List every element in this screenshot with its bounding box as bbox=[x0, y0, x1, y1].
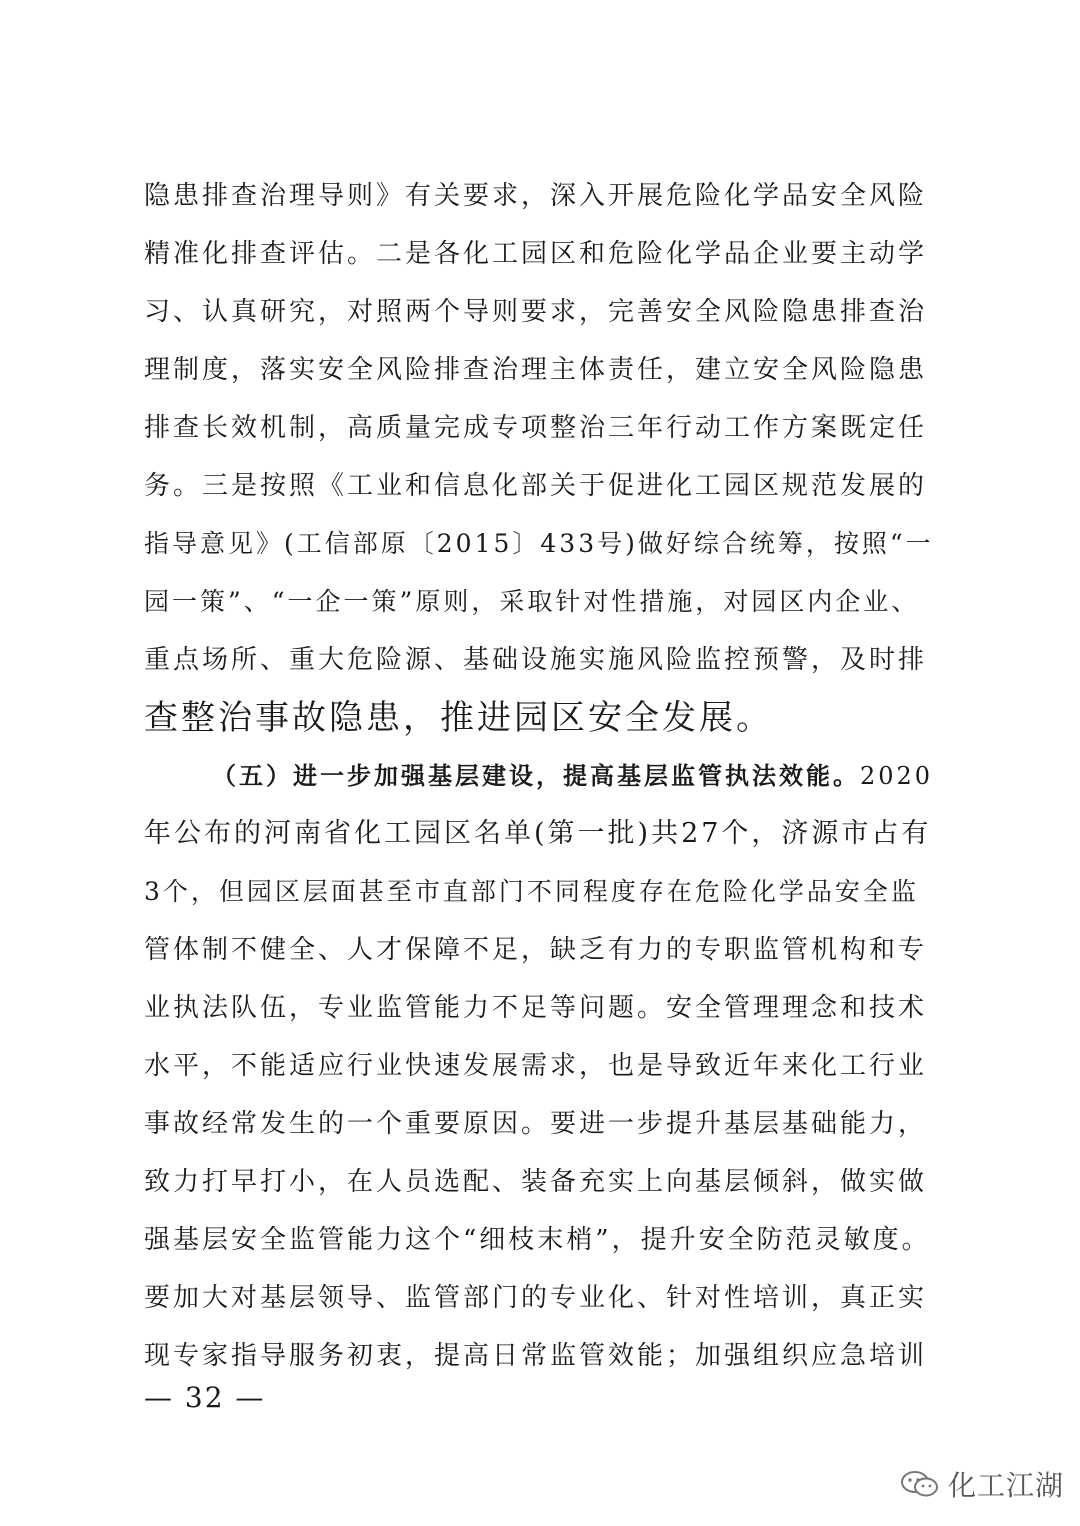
paragraph-line: 指导意见》(工信部原〔2015〕433号)做好综合统筹，按照“一 bbox=[144, 529, 934, 558]
paragraph-line: 管体制不健全、人才保障不足，缺乏有力的专职监管机构和专 bbox=[144, 935, 928, 965]
section-heading: （五）进一步加强基层建设，提高基层监管执法效能。 bbox=[212, 761, 860, 790]
paragraph-line: 园一策”、“一企一策”原则，采取针对性措施，对园区内企业、 bbox=[144, 587, 920, 616]
paragraph-line: 年公布的河南省化工园区名单(第一批)共27个，济源市占有 bbox=[144, 818, 932, 849]
paragraph-line: 现专家指导服务初衷，提高日常监管效能；加强组织应急培训 bbox=[144, 1341, 928, 1371]
paragraph-line: 理制度，落实安全风险排查治理主体责任，建立安全风险隐患 bbox=[144, 355, 928, 385]
page-number: — 32 — bbox=[144, 1381, 266, 1414]
paragraph-line: 3个，但园区层面甚至市直部门不同程度存在危险化学品安全监 bbox=[144, 877, 919, 906]
paragraph-line: 强基层安全监管能力这个“细枝末梢”，提升安全防范灵敏度。 bbox=[144, 1225, 931, 1255]
paragraph-line: 事故经常发生的一个重要原因。要进一步提升基层基础能力， bbox=[144, 1109, 928, 1139]
paragraph-line: 要加大对基层领导、监管部门的专业化、针对性培训，真正实 bbox=[144, 1283, 928, 1313]
section-heading-tail: 2020 bbox=[860, 762, 934, 790]
paragraph-line: 排查长效机制，高质量完成专项整治三年行动工作方案既定任 bbox=[144, 413, 928, 443]
section-heading-line bbox=[212, 756, 938, 796]
wechat-icon bbox=[900, 1469, 940, 1499]
paragraph-line: 务。三是按照《工业和信息化部关于促进化工园区规范发展的 bbox=[144, 471, 928, 501]
paragraph-line: 致力打早打小，在人员选配、装备充实上向基层倾斜，做实做 bbox=[144, 1167, 928, 1197]
paragraph-line: 隐患排查治理导则》有关要求，深入开展危险化学品安全风险 bbox=[144, 181, 928, 211]
paragraph-line: 重点场所、重大危险源、基础设施实施风险监控预警，及时排 bbox=[144, 645, 928, 675]
watermark-text: 化工江湖 bbox=[948, 1469, 1065, 1502]
paragraph-line: 精准化排查评估。二是各化工园区和危险化学品企业要主动学 bbox=[144, 239, 928, 269]
watermark bbox=[900, 1466, 1064, 1502]
paragraph-line: 查整治事故隐患，推进园区安全发展。 bbox=[144, 698, 773, 738]
paragraph-line: 习、认真研究，对照两个导则要求，完善安全风险隐患排查治 bbox=[144, 297, 928, 327]
paragraph-line: 水平，不能适应行业快速发展需求，也是导致近年来化工行业 bbox=[144, 1051, 928, 1081]
paragraph-line: 业执法队伍，专业监管能力不足等问题。安全管理理念和技术 bbox=[144, 993, 928, 1023]
